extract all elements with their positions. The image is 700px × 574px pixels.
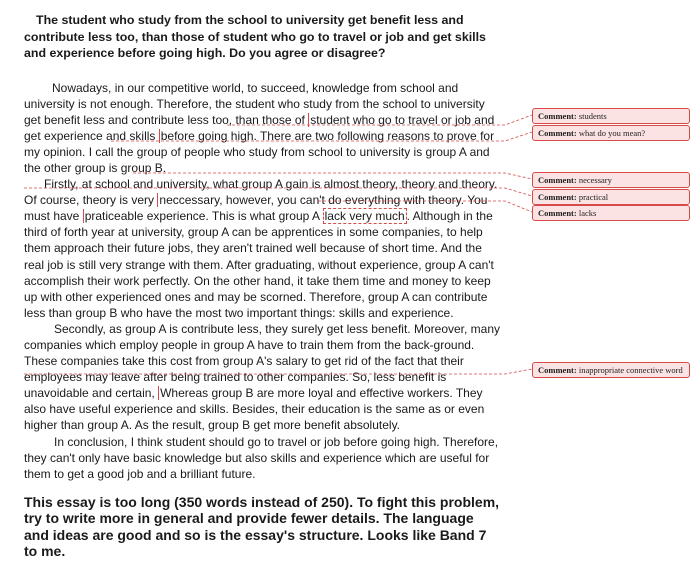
text-run: group B are more loyal and effective workers. They also have useful experience and skills. Besides, their education is the same as or even higher than group A. As the result, group B get more benefit absolutely. <box>24 386 485 433</box>
text-run: Secondly, as group A is contribute less, they surely get less benefit. Moreover, many companies which employ people in group A have to train them from the back-ground. These companies take this cost from group A's salary to get rid of the fact that their employees may leave after being trained to other companies. So, less benefit is unavoidable and certain, <box>24 321 501 401</box>
comment-box[interactable] <box>532 125 690 141</box>
comment-label: Comment: <box>538 192 577 202</box>
comment-label: Comment: <box>538 111 577 121</box>
comment-anchor-students[interactable]: student <box>310 112 350 127</box>
comment-box[interactable] <box>532 362 690 378</box>
comment-box[interactable] <box>532 189 690 205</box>
paragraph-conclusion: In conclusion, I think student should go to travel or job before going high. Therefore, they can't only have basic knowledge but also skills and experience which are useful for them to get a good job and a brilliant future. <box>24 434 499 481</box>
comment-box[interactable] <box>532 108 690 124</box>
text-run: . There are two following reasons to prove for my opinion. I call the group of people who study from school to university is group A and the other group is group B. <box>24 128 495 175</box>
comment-label: Comment: <box>538 175 577 185</box>
text-run: . Although in the third of forth year at university, group A can be apprentices in some companies, to help them approach their future jobs, they aren't trained well because of short time. And the real job is still very strange with them. After graduating, without experience, group A can't accomplish their work perfectly. On the other hand, it take them time and money to keep up with other experienced ones and may be scorned. Therefore, group A can contribute less than group B who have the most two important things: skills and experience. <box>24 209 494 320</box>
comment-anchor-necessary[interactable]: neccessary <box>159 193 220 208</box>
comment-box[interactable] <box>532 172 690 188</box>
essay-document <box>24 12 500 574</box>
text-run: who go to travel or job and get experience and skills <box>24 112 495 143</box>
comment-text: students <box>578 111 607 121</box>
paragraph-secondly <box>24 321 500 434</box>
examiner-feedback: This essay is too long (350 words instead of 250). To fight this problem, try to write more in general and provide fewer details. The language and ideas are good and so is the essay's structure. Looks like Band 7 to me. <box>24 493 500 560</box>
comment-anchor-connective[interactable]: Whereas <box>160 386 209 401</box>
comment-label: Comment: <box>538 365 577 375</box>
comment-box[interactable] <box>532 205 690 221</box>
comment-text: necessary <box>578 175 612 185</box>
comment-text: inappropriate connective word <box>578 365 683 375</box>
comment-text: what do you mean? <box>578 128 646 138</box>
comment-text: lacks <box>578 208 597 218</box>
text-run: Firstly, at school and university, what group A gain is almost theory, theory and theory. Of course, theory is very <box>24 177 498 208</box>
text-run: , however, you can't do everything with theory. You must have <box>24 193 488 224</box>
comment-anchor-practical[interactable]: praticeable <box>84 209 144 224</box>
comment-label: Comment: <box>538 208 577 218</box>
text-run: Nowadays, in our competitive world, to succeed, knowledge from school and university is not enough. Therefore, the student who study from the school to university get benefit less and contribute less too, than those of <box>24 80 485 127</box>
paragraph-firstly <box>24 176 500 321</box>
comment-label: Comment: <box>538 128 577 138</box>
paragraph-intro <box>24 80 500 177</box>
comment-anchor-what-do-you-mean[interactable]: before going high <box>160 128 254 143</box>
essay-title: The student who study from the school to university get benefit less and contribute less too, than those of student who go to travel or job and get skills and experience before going high. Do you agree or disagree? <box>24 13 486 60</box>
text-run: experience. This is what group A <box>143 209 323 224</box>
comment-text: practical <box>578 192 609 202</box>
comment-anchor-lacks[interactable]: lack very much <box>324 209 405 224</box>
